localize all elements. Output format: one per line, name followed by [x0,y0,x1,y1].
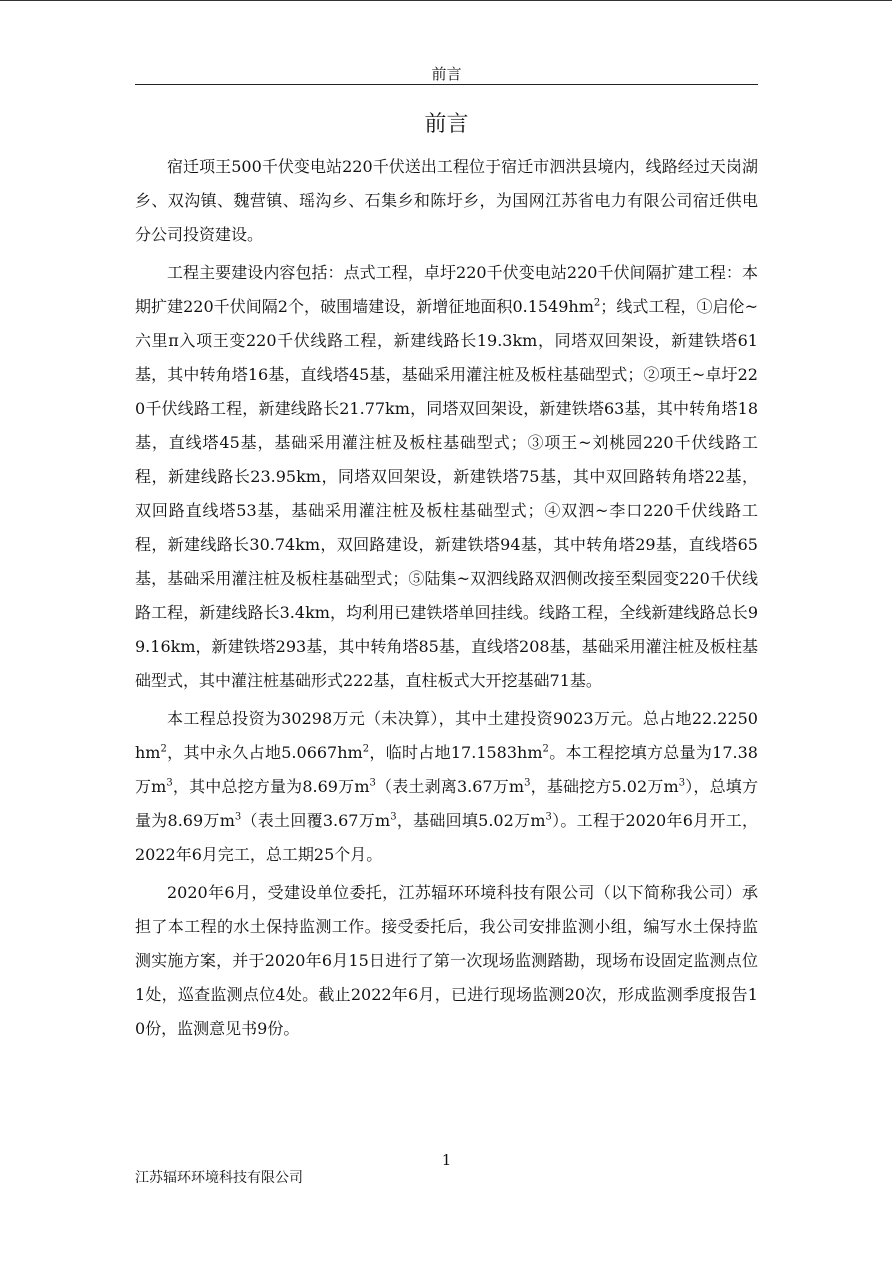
text-run: 本工程总投资为30298万元（未决算），其中土建投资9023万元。总占地22.2250hm [135,709,758,762]
superscript: 2 [362,743,370,755]
paragraph-project-location: 宿迁项王500千伏变电站220千伏送出工程位于宿迁市泗洪县境内，线路经过天岗湖乡、双沟镇、魏营镇、瑶沟乡、石集乡和陈圩乡，为国网江苏省电力有限公司宿迁供电分公司投资建设。 [135,157,758,244]
superscript: 3 [166,777,173,789]
text-run: 工程主要建设内容包括：点式工程，卓圩220千伏变电站220千伏间隔扩建工程：本期扩建220千伏间隔2个，破围墙建设，新增征地面积0.1549hm [135,263,758,316]
text-run: ；线式工程，①启伦~六里π入项王变220千伏线路工程，新建线路长19.3km，同塔双回架设，新建铁塔61基，其中转角塔16基，直线塔45基，基础采用灌注桩及板柱基础型式；②项王~卓圩220千伏线路工程，新建线路长21.77km，同塔双回架设，新建铁塔63基，其中转角塔18基，直线塔45基，基础采用灌注桩及板柱基础型式；③项王~刘桃园220千伏线路工程，新建线路长23.95km，同塔双回架设，新建铁塔75基，其中双回路转角塔22基，双回路直线塔53基，基础采用灌注桩及板柱基础型式；④双泗~李口220千伏线路工程，新建线路长30.74km，双回路建设，新建铁塔94基，其中转角塔29基，直线塔65基，基础采用灌注桩及板柱基础型式；⑤陆集~双泗线路双泗侧改接至梨园变220千伏线路工程，新建线路长3.4km，均利用已建铁塔单回挂线。线路工程，全线新建线路总长99.16km，新建铁塔293基，其中转角塔85基，直线塔208基，基础采用灌注桩及板柱基础型式，其中灌注桩基础形式222基，直柱板式大开挖基础71基。 [135,297,758,690]
text-run: （表土回覆3.67万m [241,811,391,830]
superscript: 3 [234,811,242,823]
paragraph-monitoring-work: 2020年6月，受建设单位委托，江苏辐环环境科技有限公司（以下简称我公司）承担了本工程的水土保持监测工作。接受委托后，我公司安排监测小组，编写水土保持监测实施方案，并于2020年6月15日进行了第一次现场监测踏勘，现场布设固定监测点位1处，巡查监测点位4处。截止2022年6月，已进行现场监测20次，形成监测季度报告10份，监测意见书9份。 [135,883,758,1038]
text-run: （表土剥离3.67万m [375,777,525,796]
page-title: 前言 [424,112,469,137]
superscript: 2 [160,743,167,755]
paragraph-investment [135,702,758,872]
body-text [135,150,758,1050]
text-run: 。本工程挖填方总量为17.38万m [135,743,758,796]
running-header: 前言 [431,65,462,83]
superscript: 2 [542,743,549,755]
superscript: 3 [390,811,397,823]
text-run: ，基础回填5.02万m [396,811,546,830]
page-top-border [0,0,892,1]
superscript: 3 [678,777,686,789]
page-number: 1 [441,1151,452,1169]
text-run: ，基础挖方5.02万m [530,777,679,796]
text-run: ），总填方量为8.69万m [135,777,758,830]
superscript: 3 [524,777,531,789]
text-run: ，其中总挖方量为8.69万m [172,777,370,796]
superscript: 3 [545,811,552,823]
superscript: 3 [369,777,376,789]
footer-company-name: 江苏辐环环境科技有限公司 [135,1170,303,1186]
text-run: ）。工程于2020年6月开工，2022年6月完工，总工期25个月。 [135,811,758,864]
text-run: ，临时占地17.1583hm [369,743,543,762]
header-rule [135,84,758,85]
superscript: 2 [593,297,601,309]
paragraph-construction-content [135,256,758,698]
text-run: ，其中永久占地5.0667hm [166,743,363,762]
